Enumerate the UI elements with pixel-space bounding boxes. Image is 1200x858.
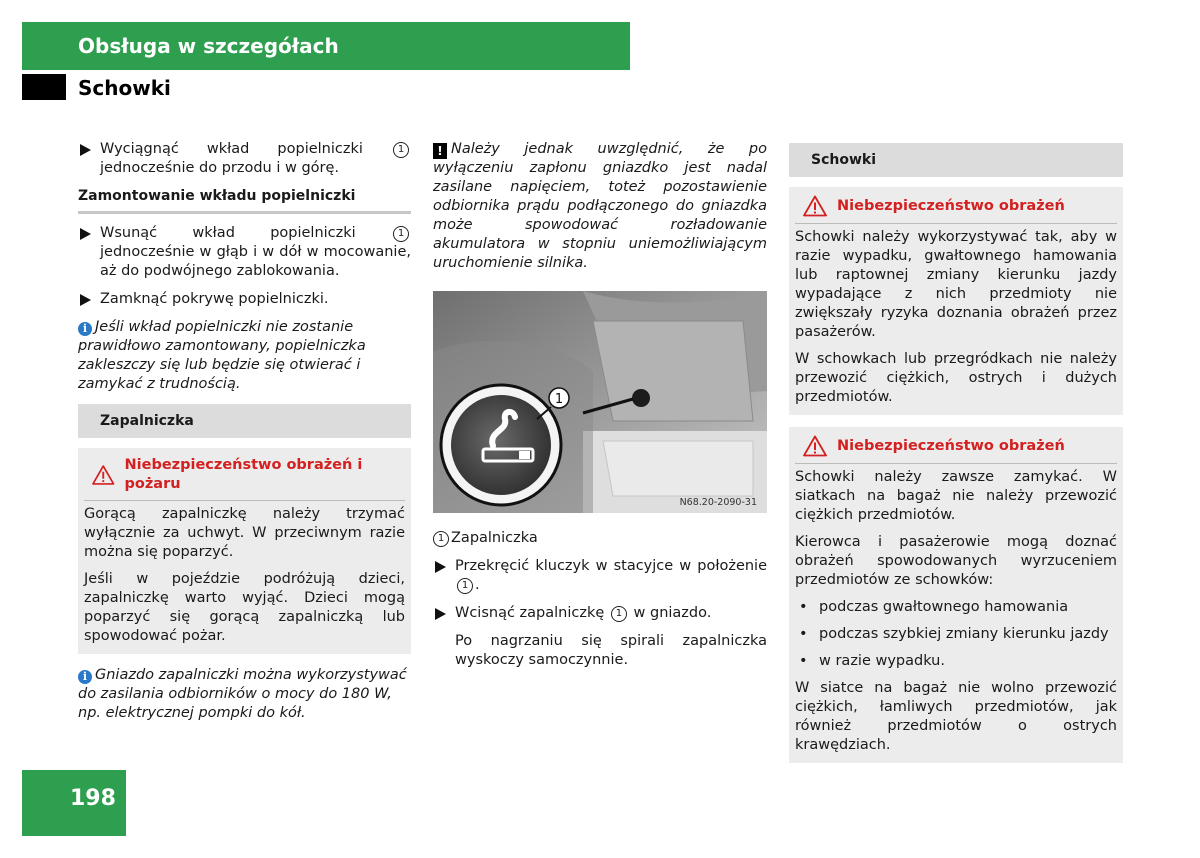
- step-arrow-icon: [80, 144, 91, 156]
- danger-title: Niebezpieczeństwo obrażeń: [795, 435, 1117, 464]
- warning-note: ! Należy jednak uwzględnić, że po wyłączeniu zapłonu gniazdko jest nadal zasilane napięciem, toteż pozostawienie odbiornika prądu podłączonego do gniazdka może spowodować rozładowanie akumulatora w stopniu uniemożliwiającym uruchomienie silnika.: [433, 141, 767, 271]
- exclamation-icon: !: [433, 143, 447, 159]
- step-arrow-icon: [435, 608, 446, 620]
- danger-box: [78, 448, 411, 654]
- info-icon: i: [78, 322, 92, 336]
- section-heading-lighter: Zapalniczka: [78, 404, 411, 438]
- danger-text: W schowkach lub przegródkach nie należy przewozić ciężkich, ostrych i dużych przedmiotów.: [795, 351, 1117, 405]
- danger-text: Gorącą zapalniczkę należy trzymać wyłącznie za uchwyt. W przeciwnym razie można się poparzyć.: [84, 506, 405, 560]
- callout-number: 1: [393, 226, 409, 242]
- result-text: Po nagrzaniu się spirali zapalniczka wyskoczy samoczynnie.: [455, 633, 767, 668]
- legend-item: 1 Zapalniczka: [433, 529, 767, 548]
- subsection-title: Schowki: [78, 76, 171, 100]
- danger-title: Niebezpieczeństwo obrażeń: [795, 195, 1117, 224]
- step-arrow-icon: [80, 228, 91, 240]
- info-note: i Gniazdo zapalniczki można wykorzystywać do zasilania odbiorników o mocy do 180 W, np. elektrycznej pompki do kół.: [78, 667, 407, 721]
- photo-code: N68.20-2090-31: [679, 497, 757, 508]
- warning-triangle-icon: [803, 195, 827, 217]
- step-press-lighter: Wcisnąć zapalniczkę 1 w gniazdo.: [433, 604, 767, 623]
- step-close-cover: Zamknąć pokrywę popielniczki.: [78, 290, 411, 309]
- danger-text: Kierowca i pasażerowie mogą doznać obrażeń spowodowanych wyrzuceniem przedmiotów ze schowków:: [795, 534, 1117, 588]
- list-item: • podczas szybkiej zmiany kierunku jazdy: [795, 625, 1117, 644]
- danger-box: [789, 427, 1123, 763]
- danger-box: [789, 187, 1123, 415]
- danger-text: Jeśli w pojeździe podróżują dzieci, zapalniczkę warto wyjąć. Dzieci mogą poparzyć się gorącą zapalniczką lub spowodować pożar.: [84, 571, 405, 644]
- page-number: 198: [22, 770, 126, 836]
- column-3: [789, 140, 1123, 775]
- warning-triangle-icon: [803, 435, 827, 457]
- list-item: • w razie wypadku.: [795, 652, 1117, 671]
- danger-text: Schowki należy zawsze zamykać. W siatkach na bagaż nie należy przewozić ciężkich przedmiotów.: [795, 469, 1117, 523]
- section-header: Obsługa w szczegółach: [22, 22, 630, 70]
- lighter-photo: [433, 291, 767, 513]
- callout-number: 1: [457, 578, 473, 594]
- photo-callout: 1: [554, 392, 564, 407]
- danger-title: Niebezpieczeństwo obrażeń i pożaru: [84, 456, 405, 501]
- danger-text: W siatce na bagaż nie wolno przewozić ciężkich, łamliwych przedmiotów, jak również przedmiotów o ostrych krawędziach.: [795, 680, 1117, 753]
- step-remove-ashtray: Wyciągnąć wkład popielniczki 1 jednocześnie do przodu i w górę.: [78, 140, 411, 178]
- column-1: [78, 140, 411, 733]
- callout-number: 1: [611, 606, 627, 622]
- callout-number: 1: [393, 142, 409, 158]
- callout-number: 1: [433, 531, 449, 547]
- step-turn-key: Przekręcić kluczyk w stacyjce w położenie 1 .: [433, 557, 767, 595]
- step-arrow-icon: [80, 294, 91, 306]
- info-note: i Jeśli wkład popielniczki nie zostanie prawidłowo zamontowany, popielniczka zakleszczy się lub będzie się otwierać i zamykać z trudnością.: [78, 319, 366, 392]
- subheading-install: Zamontowanie wkładu popielniczki: [78, 187, 411, 214]
- list-item: • podczas gwałtownego hamowania: [795, 598, 1117, 617]
- danger-text: Schowki należy wykorzystywać tak, aby w razie wypadku, gwałtownego hamowania lub raptownej zmiany kierunku jazdy wypadające z nich przedmioty nie zwiększały ryzyka doznania obrażeń przez pasażerów.: [795, 229, 1117, 340]
- header-marker: [22, 74, 66, 100]
- info-icon: i: [78, 670, 92, 684]
- warning-triangle-icon: [92, 464, 115, 486]
- step-arrow-icon: [435, 561, 446, 573]
- column-2: [433, 140, 767, 679]
- step-insert-ashtray: Wsunąć wkład popielniczki 1 jednocześnie w głąb i w dół w mocowanie, aż do podwójnego zablokowania.: [78, 224, 411, 281]
- section-heading-storage: Schowki: [789, 143, 1123, 177]
